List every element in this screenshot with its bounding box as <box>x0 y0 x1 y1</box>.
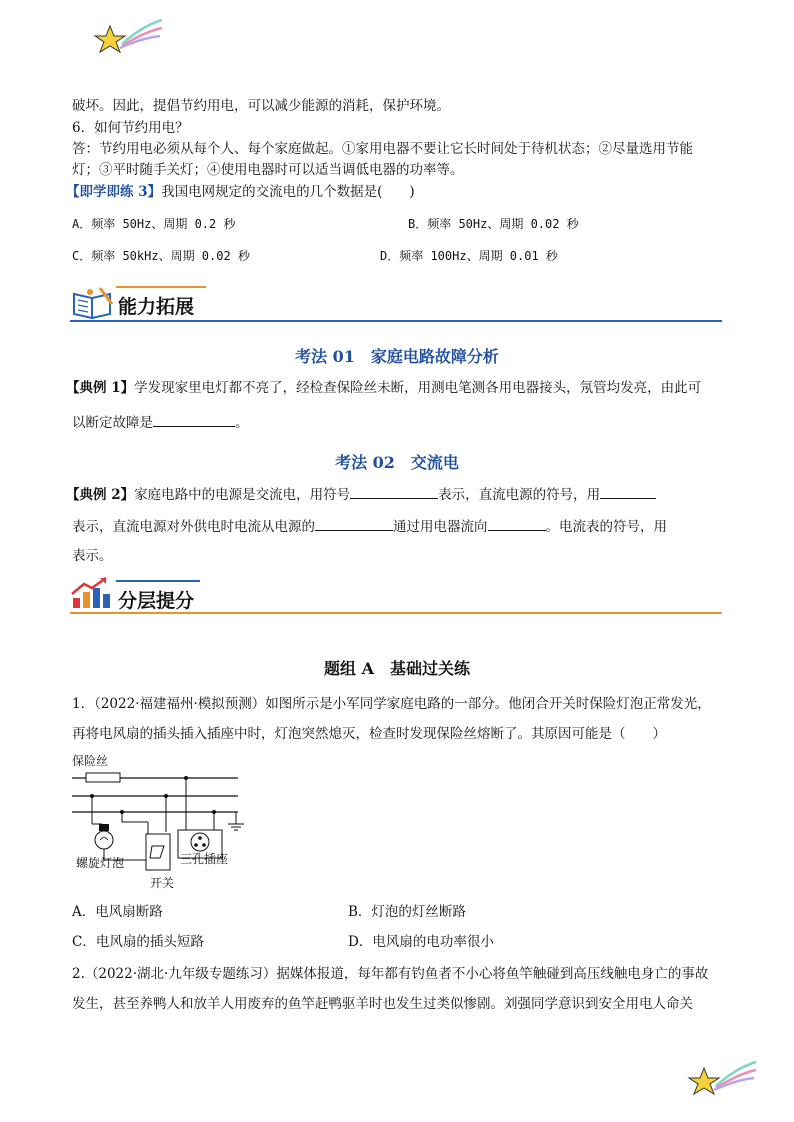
q1-option-d: D．电风扇的电功率很小 <box>348 934 494 950</box>
example-1-text: 学发现家里电灯都不亮了，经检查保险丝未断，用测电笔测各用电器接头，氖管均发亮，由此可 <box>134 380 702 396</box>
example-2-text-b: 表示，直流电源的符号，用 <box>438 487 601 503</box>
group-title: 题组 A 基础过关练 <box>324 659 470 678</box>
example-2-text-c: 表示，直流电源对外供电时电流从电源的 <box>72 519 315 535</box>
section-title-layered: 分层提分 <box>118 590 195 612</box>
method-2-title: 考法 02 交流电 <box>335 453 459 472</box>
example-2-line2 <box>72 516 667 537</box>
answer-blank[interactable] <box>350 484 438 499</box>
example-1-line2 <box>72 412 249 433</box>
method-1-title: 考法 01 家庭电路故障分析 <box>295 347 499 366</box>
example-2-text-e: 。电流表的符号，用 <box>545 519 667 535</box>
answer-blank[interactable] <box>488 516 546 531</box>
q1-option-a: A．电风扇断路 <box>72 904 163 920</box>
answer-blank[interactable] <box>315 516 393 531</box>
example-1-text2: 以断定故障是 <box>72 415 153 431</box>
example-1-end: 。 <box>235 415 249 431</box>
example-1-line1 <box>66 378 701 398</box>
question-2-line2: 发生，甚至养鸭人和放羊人用废弃的鱼竿赶鸭驱羊时也发生过类似惨剧。刘强同学意识到安全用电人命关 <box>72 996 693 1012</box>
bulb-label: 螺旋灯泡 <box>76 856 125 870</box>
section-divider <box>70 320 722 322</box>
practice-question <box>66 182 415 202</box>
option-c: C．频率 50kHz、周期 0.02 秒 <box>72 249 250 263</box>
option-d: D．频率 100Hz、周期 0.01 秒 <box>380 249 558 263</box>
circuit-diagram <box>70 752 250 892</box>
example-2-text-a: 家庭电路中的电源是交流电，用符号 <box>134 487 351 503</box>
q1-option-c: C．电风扇的插头短路 <box>72 934 204 950</box>
title-accent-line <box>116 580 200 582</box>
switch-label: 开关 <box>150 876 175 890</box>
example-2-tag: 【典例 2】 <box>66 487 135 503</box>
option-b: B．频率 50Hz、周期 0.02 秒 <box>408 217 579 231</box>
practice-text: 我国电网规定的交流电的几个数据是( ) <box>161 184 415 200</box>
answer-blank[interactable] <box>600 484 656 499</box>
answer-6-line2: 灯；③平时随手关灯；④使用电器时可以适当调低电器的功率等。 <box>72 162 464 178</box>
title-accent-line <box>116 286 206 288</box>
example-2-line3: 表示。 <box>72 548 113 564</box>
example-1-tag: 【典例 1】 <box>66 380 135 396</box>
q1-option-b: B．灯泡的灯丝断路 <box>348 904 466 920</box>
text-line: 破坏。因此，提倡节约用电，可以减少能源的消耗，保护环境。 <box>72 98 450 114</box>
question-6: 6．如何节约用电？ <box>72 120 189 136</box>
practice-tag: 【即学即练 3】 <box>66 184 162 200</box>
question-2-line1: 2.（2022·湖北·九年级专题练习）据媒体报道，每年都有钓鱼者不小心将鱼竿触碰到高压线触电身亡的事故 <box>72 966 709 982</box>
option-a: A．频率 50Hz、周期 0.2 秒 <box>72 217 236 231</box>
section-divider <box>70 612 722 614</box>
star-decoration-icon <box>92 14 164 58</box>
answer-blank[interactable] <box>153 412 235 427</box>
star-decoration-icon <box>686 1056 758 1100</box>
question-1-line2: 再将电风扇的插头插入插座中时，灯泡突然熄灭，检查时发现保险丝熔断了。其原因可能是（ ） <box>72 726 666 742</box>
example-2-line1 <box>66 484 656 505</box>
book-icon <box>70 284 116 320</box>
socket-label: 三孔插座 <box>180 852 229 866</box>
answer-6-line1: 答：节约用电必须从每个人、每个家庭做起。①家用电器不要让它长时间处于待机状态；②尽量选用节能 <box>72 141 693 157</box>
fuse-label: 保险丝 <box>72 754 109 768</box>
example-2-text-d: 通过用电器流向 <box>393 519 488 535</box>
bar-chart-icon <box>70 576 112 610</box>
question-1-line1: 1．（2022·福建福州·模拟预测）如图所示是小军同学家庭电路的一部分。他闭合开关时保险灯泡正常发光， <box>72 696 711 712</box>
section-title-ability: 能力拓展 <box>118 296 195 318</box>
